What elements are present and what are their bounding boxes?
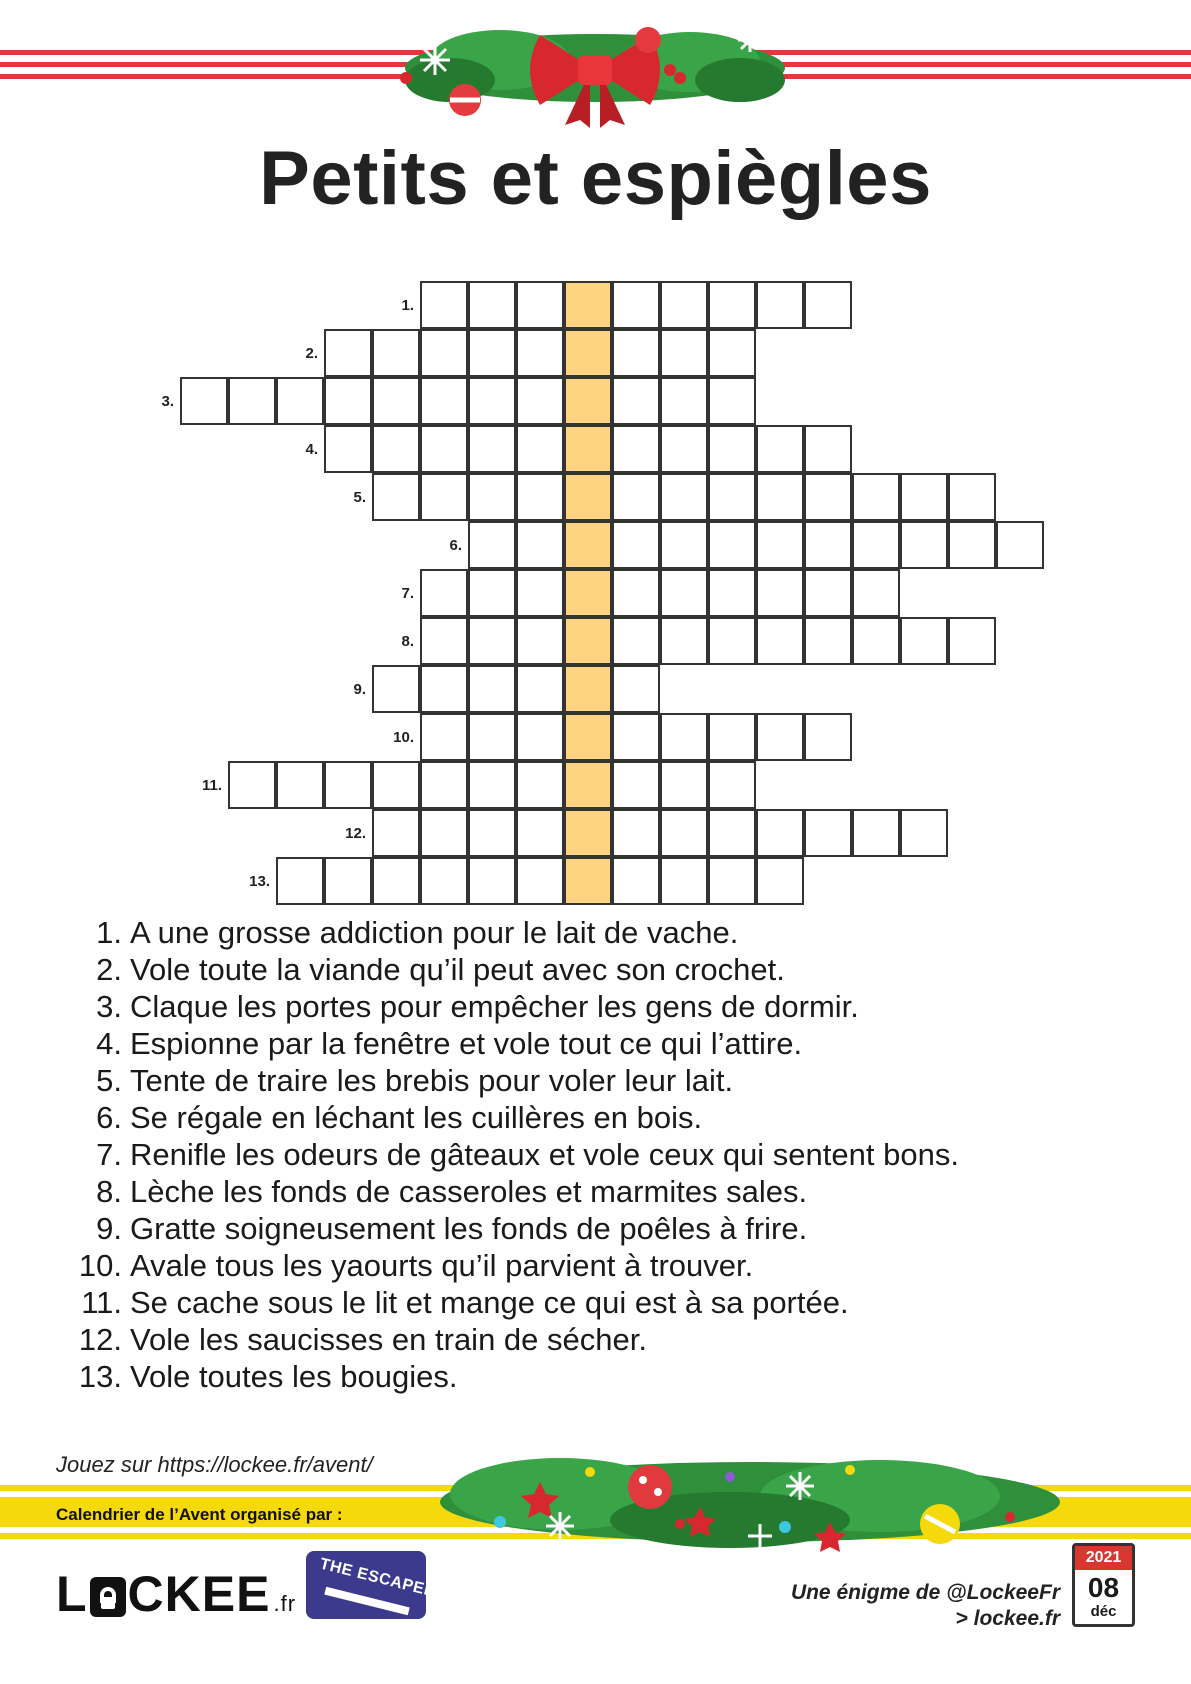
grid-cell[interactable] — [324, 857, 372, 905]
clue-item — [56, 914, 959, 951]
clue-item — [56, 1173, 959, 1210]
row-number-6: 6. — [449, 537, 462, 554]
garland-ornaments-decoration — [430, 1432, 1070, 1572]
clue-number: 12. — [78, 1322, 122, 1357]
grid-cell[interactable] — [756, 569, 804, 617]
grid-cell[interactable] — [420, 665, 468, 713]
grid-cell[interactable] — [852, 521, 900, 569]
row-number-4: 4. — [305, 441, 318, 458]
grid-cell[interactable] — [612, 377, 660, 425]
clue-text: Gratte soigneusement les fonds de poêles à frire. — [130, 1211, 808, 1246]
grid-cell[interactable] — [708, 473, 756, 521]
lockee-logo[interactable] — [56, 1565, 296, 1623]
grid-cell[interactable] — [276, 857, 324, 905]
grid-cell[interactable] — [708, 713, 756, 761]
grid-cell[interactable] — [516, 473, 564, 521]
grid-cell[interactable] — [468, 809, 516, 857]
clue-item — [56, 1321, 959, 1358]
grid-cell[interactable] — [660, 761, 708, 809]
clue-item — [56, 1099, 959, 1136]
row-number-3: 3. — [161, 393, 174, 410]
clue-number: 13. — [78, 1359, 122, 1394]
grid-cell[interactable] — [660, 473, 708, 521]
row-number-10: 10. — [393, 729, 414, 746]
grid-cell[interactable] — [228, 377, 276, 425]
grid-cell[interactable] — [420, 425, 468, 473]
grid-cell[interactable] — [852, 809, 900, 857]
grid-cell[interactable] — [708, 857, 756, 905]
grid-cell[interactable] — [756, 857, 804, 905]
grid-cell[interactable] — [372, 761, 420, 809]
grid-cell[interactable] — [516, 521, 564, 569]
clue-text: Vole toute la viande qu’il peut avec son crochet. — [130, 952, 785, 987]
key-cell[interactable] — [564, 857, 612, 905]
grid-cell[interactable] — [660, 617, 708, 665]
clue-text: Tente de traire les brebis pour voler leur lait. — [130, 1063, 734, 1098]
clue-number: 5. — [96, 1063, 122, 1098]
row-number-2: 2. — [305, 345, 318, 362]
grid-cell[interactable] — [660, 809, 708, 857]
grid-cell[interactable] — [756, 425, 804, 473]
grid-cell[interactable] — [420, 857, 468, 905]
clue-item — [56, 988, 959, 1025]
grid-cell[interactable] — [660, 521, 708, 569]
grid-cell[interactable] — [468, 473, 516, 521]
grid-cell[interactable] — [804, 809, 852, 857]
clue-text: Renifle les odeurs de gâteaux et vole ceux qui sentent bons. — [130, 1137, 959, 1172]
grid-cell[interactable] — [612, 761, 660, 809]
clue-list — [56, 914, 959, 1395]
grid-cell[interactable] — [468, 377, 516, 425]
grid-cell[interactable] — [660, 425, 708, 473]
grid-cell[interactable] — [468, 665, 516, 713]
grid-cell[interactable] — [468, 569, 516, 617]
grid-cell[interactable] — [420, 569, 468, 617]
grid-cell[interactable] — [708, 761, 756, 809]
grid-cell[interactable] — [900, 521, 948, 569]
key-cell[interactable] — [564, 665, 612, 713]
row-number-12: 12. — [345, 825, 366, 842]
grid-cell[interactable] — [468, 281, 516, 329]
key-cell[interactable] — [564, 329, 612, 377]
key-cell[interactable] — [564, 473, 612, 521]
clue-number: 11. — [81, 1285, 122, 1320]
clue-item — [56, 1247, 959, 1284]
lockee-logo-fr: .fr — [273, 1591, 297, 1616]
grid-cell[interactable] — [996, 521, 1044, 569]
grid-cell[interactable] — [468, 857, 516, 905]
clue-item — [56, 1284, 959, 1321]
grid-cell[interactable] — [948, 473, 996, 521]
clue-item — [56, 1210, 959, 1247]
grid-cell[interactable] — [324, 761, 372, 809]
clue-item — [56, 1136, 959, 1173]
grid-cell[interactable] — [660, 377, 708, 425]
grid-cell[interactable] — [708, 521, 756, 569]
grid-cell[interactable] — [516, 809, 564, 857]
clue-number: 8. — [96, 1174, 122, 1209]
grid-cell[interactable] — [516, 713, 564, 761]
grid-cell[interactable] — [708, 425, 756, 473]
grid-cell[interactable] — [468, 617, 516, 665]
row-number-8: 8. — [401, 633, 414, 650]
grid-cell[interactable] — [804, 713, 852, 761]
clue-number: 4. — [96, 1026, 122, 1061]
grid-cell[interactable] — [708, 809, 756, 857]
escapers-logo-text: THE ESCAPERS — [318, 1555, 449, 1604]
grid-cell[interactable] — [516, 761, 564, 809]
clue-item — [56, 1062, 959, 1099]
row-number-13: 13. — [249, 873, 270, 890]
grid-cell[interactable] — [420, 329, 468, 377]
the-escapers-logo[interactable] — [306, 1551, 449, 1619]
clue-text: Avale tous les yaourts qu’il parvient à trouver. — [130, 1248, 754, 1283]
grid-cell[interactable] — [900, 809, 948, 857]
grid-cell[interactable] — [516, 377, 564, 425]
clue-number: 2. — [96, 952, 122, 987]
clue-text: Vole les saucisses en train de sécher. — [130, 1322, 647, 1357]
grid-cell[interactable] — [756, 617, 804, 665]
grid-cell[interactable] — [516, 281, 564, 329]
grid-cell[interactable] — [708, 377, 756, 425]
calendar-month: déc — [1090, 1603, 1117, 1620]
grid-cell[interactable] — [660, 281, 708, 329]
key-cell[interactable] — [564, 377, 612, 425]
grid-cell[interactable] — [420, 377, 468, 425]
page-title: Petits et espiègles — [259, 136, 932, 221]
calendar-year: 2021 — [1075, 1546, 1132, 1570]
row-number-1: 1. — [401, 297, 414, 314]
key-cell[interactable] — [564, 713, 612, 761]
grid-cell[interactable] — [708, 281, 756, 329]
clue-number: 1. — [96, 915, 122, 950]
credit-url[interactable]: > lockee.fr — [955, 1607, 1060, 1630]
grid-cell[interactable] — [372, 425, 420, 473]
padlock-icon — [90, 1577, 126, 1617]
grid-cell[interactable] — [420, 761, 468, 809]
grid-cell[interactable] — [756, 713, 804, 761]
clue-text: Espionne par la fenêtre et vole tout ce qui l’attire. — [130, 1026, 803, 1061]
grid-cell[interactable] — [516, 857, 564, 905]
calendar-date-badge — [1072, 1543, 1135, 1627]
grid-cell[interactable] — [276, 761, 324, 809]
grid-cell[interactable] — [372, 857, 420, 905]
grid-cell[interactable] — [516, 569, 564, 617]
grid-cell[interactable] — [804, 281, 852, 329]
grid-cell[interactable] — [420, 809, 468, 857]
key-cell[interactable] — [564, 569, 612, 617]
clue-item — [56, 951, 959, 988]
key-cell[interactable] — [564, 761, 612, 809]
grid-cell[interactable] — [516, 425, 564, 473]
grid-cell[interactable] — [468, 521, 516, 569]
grid-cell[interactable] — [804, 521, 852, 569]
clue-number: 6. — [96, 1100, 122, 1135]
lockee-logo-l: L — [56, 1566, 88, 1622]
grid-cell[interactable] — [612, 857, 660, 905]
grid-cell[interactable] — [612, 809, 660, 857]
grid-cell[interactable] — [372, 473, 420, 521]
grid-cell[interactable] — [228, 761, 276, 809]
grid-cell[interactable] — [324, 329, 372, 377]
grid-cell[interactable] — [612, 329, 660, 377]
clue-number: 3. — [96, 989, 122, 1024]
grid-cell[interactable] — [804, 473, 852, 521]
clue-text: Lèche les fonds de casseroles et marmites sales. — [130, 1174, 808, 1209]
grid-cell[interactable] — [276, 377, 324, 425]
grid-cell[interactable] — [372, 329, 420, 377]
clue-item — [56, 1025, 959, 1062]
clue-text: Claque les portes pour empêcher les gens de dormir. — [130, 989, 859, 1024]
grid-cell[interactable] — [804, 425, 852, 473]
row-number-11: 11. — [201, 777, 222, 794]
clue-text: Se cache sous le lit et mange ce qui est à sa portée. — [130, 1285, 849, 1320]
clue-number: 7. — [96, 1137, 122, 1172]
grid-cell[interactable] — [660, 857, 708, 905]
grid-cell[interactable] — [948, 617, 996, 665]
grid-cell[interactable] — [612, 521, 660, 569]
grid-cell[interactable] — [756, 281, 804, 329]
grid-cell[interactable] — [756, 521, 804, 569]
grid-cell[interactable] — [420, 617, 468, 665]
grid-cell[interactable] — [468, 713, 516, 761]
grid-cell[interactable] — [420, 473, 468, 521]
row-number-9: 9. — [353, 681, 366, 698]
grid-cell[interactable] — [612, 617, 660, 665]
grid-cell[interactable] — [852, 569, 900, 617]
grid-cell[interactable] — [852, 617, 900, 665]
key-cell[interactable] — [564, 617, 612, 665]
grid-cell[interactable] — [852, 473, 900, 521]
grid-cell[interactable] — [324, 377, 372, 425]
grid-cell[interactable] — [660, 329, 708, 377]
clue-item — [56, 1358, 959, 1395]
grid-cell[interactable] — [372, 665, 420, 713]
grid-cell[interactable] — [756, 473, 804, 521]
grid-cell[interactable] — [468, 329, 516, 377]
grid-cell[interactable] — [660, 569, 708, 617]
grid-cell[interactable] — [516, 665, 564, 713]
row-number-7: 7. — [401, 585, 414, 602]
grid-cell[interactable] — [756, 809, 804, 857]
grid-cell[interactable] — [468, 761, 516, 809]
grid-cell[interactable] — [372, 377, 420, 425]
grid-cell[interactable] — [420, 713, 468, 761]
grid-cell[interactable] — [612, 713, 660, 761]
grid-cell[interactable] — [516, 617, 564, 665]
grid-cell[interactable] — [468, 425, 516, 473]
clue-text: A une grosse addiction pour le lait de vache. — [130, 915, 739, 950]
grid-cell[interactable] — [372, 809, 420, 857]
grid-cell[interactable] — [804, 617, 852, 665]
grid-cell[interactable] — [708, 569, 756, 617]
grid-cell[interactable] — [708, 617, 756, 665]
key-cell[interactable] — [564, 809, 612, 857]
play-url-text: Jouez sur https://lockee.fr/avent/ — [56, 1452, 373, 1477]
grid-cell[interactable] — [612, 569, 660, 617]
grid-cell[interactable] — [420, 281, 468, 329]
clue-number: 9. — [96, 1211, 122, 1246]
grid-cell[interactable] — [900, 473, 948, 521]
grid-cell[interactable] — [180, 377, 228, 425]
grid-cell[interactable] — [708, 329, 756, 377]
grid-cell[interactable] — [612, 281, 660, 329]
grid-cell[interactable] — [612, 665, 660, 713]
grid-cell[interactable] — [900, 617, 948, 665]
calendar-day: 08 — [1087, 1572, 1120, 1603]
grid-cell[interactable] — [804, 569, 852, 617]
clue-text: Vole toutes les bougies. — [130, 1359, 458, 1394]
key-cell[interactable] — [564, 521, 612, 569]
row-number-5: 5. — [353, 489, 366, 506]
grid-cell[interactable] — [660, 713, 708, 761]
grid-cell[interactable] — [612, 473, 660, 521]
credit-text: Une énigme de @LockeeFr — [790, 1581, 1060, 1604]
grid-cell[interactable] — [948, 521, 996, 569]
clue-text: Se régale en léchant les cuillères en bois. — [130, 1100, 703, 1135]
organized-by-text: Calendrier de l’Avent organisé par : — [56, 1505, 343, 1524]
clue-number: 10. — [78, 1248, 122, 1283]
lockee-logo-ckee: CKEE — [127, 1566, 271, 1622]
key-cell[interactable] — [564, 281, 612, 329]
grid-cell[interactable] — [516, 329, 564, 377]
key-cell[interactable] — [564, 425, 612, 473]
grid-cell[interactable] — [324, 425, 372, 473]
grid-cell[interactable] — [612, 425, 660, 473]
